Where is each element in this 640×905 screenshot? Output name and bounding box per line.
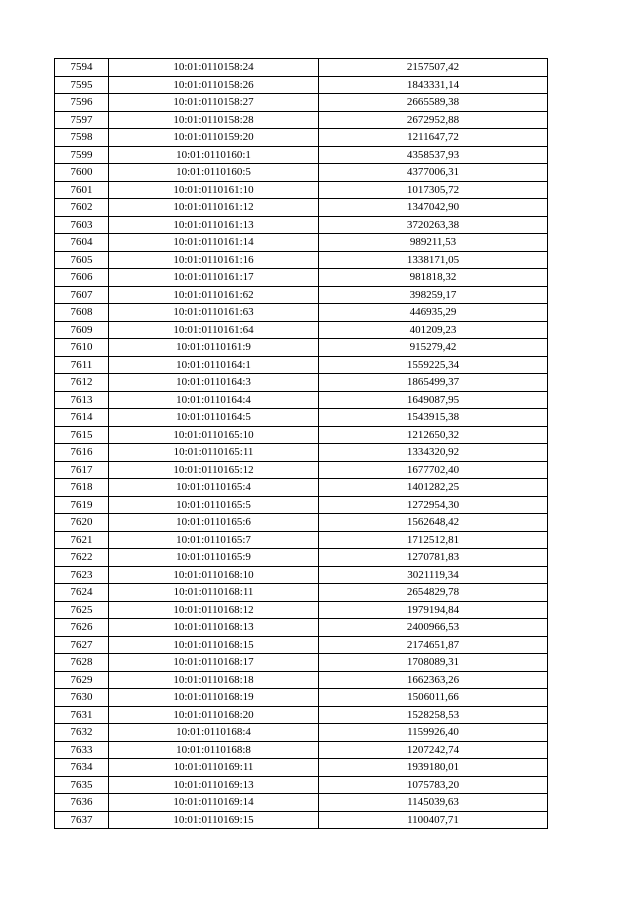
cadastral-value-cell: 1939180,01 <box>319 759 548 777</box>
cadastral-value-cell: 915279,42 <box>319 339 548 357</box>
row-number-cell: 7632 <box>55 724 109 742</box>
cadastral-value-cell: 1145039,63 <box>319 794 548 812</box>
cadastral-number-cell: 10:01:0110169:11 <box>109 759 319 777</box>
cadastral-number-cell: 10:01:0110164:4 <box>109 391 319 409</box>
table-row <box>55 444 548 462</box>
row-number-cell: 7619 <box>55 496 109 514</box>
table-row <box>55 461 548 479</box>
cadastral-value-table <box>54 58 548 829</box>
cadastral-value-cell: 3021119,34 <box>319 566 548 584</box>
table-row <box>55 234 548 252</box>
row-number-cell: 7634 <box>55 759 109 777</box>
cadastral-number-cell: 10:01:0110165:9 <box>109 549 319 567</box>
cadastral-value-cell: 3720263,38 <box>319 216 548 234</box>
table-row <box>55 479 548 497</box>
row-number-cell: 7629 <box>55 671 109 689</box>
cadastral-value-cell: 2665589,38 <box>319 94 548 112</box>
cadastral-number-cell: 10:01:0110161:63 <box>109 304 319 322</box>
row-number-cell: 7602 <box>55 199 109 217</box>
cadastral-number-cell: 10:01:0110164:5 <box>109 409 319 427</box>
cadastral-value-cell: 446935,29 <box>319 304 548 322</box>
row-number-cell: 7597 <box>55 111 109 129</box>
cadastral-number-cell: 10:01:0110161:13 <box>109 216 319 234</box>
table-row <box>55 759 548 777</box>
cadastral-number-cell: 10:01:0110159:20 <box>109 129 319 147</box>
table-row <box>55 164 548 182</box>
cadastral-number-cell: 10:01:0110160:5 <box>109 164 319 182</box>
table-row <box>55 286 548 304</box>
table-row <box>55 654 548 672</box>
cadastral-number-cell: 10:01:0110169:15 <box>109 811 319 829</box>
row-number-cell: 7633 <box>55 741 109 759</box>
cadastral-value-cell: 1543915,38 <box>319 409 548 427</box>
cadastral-number-cell: 10:01:0110169:14 <box>109 794 319 812</box>
table-row <box>55 199 548 217</box>
row-number-cell: 7608 <box>55 304 109 322</box>
cadastral-number-cell: 10:01:0110158:26 <box>109 76 319 94</box>
table-row <box>55 636 548 654</box>
cadastral-value-cell: 1677702,40 <box>319 461 548 479</box>
row-number-cell: 7601 <box>55 181 109 199</box>
row-number-cell: 7635 <box>55 776 109 794</box>
cadastral-value-cell: 1712512,81 <box>319 531 548 549</box>
table-row <box>55 94 548 112</box>
cadastral-value-cell: 1562648,42 <box>319 514 548 532</box>
table-row <box>55 409 548 427</box>
cadastral-value-cell: 1334320,92 <box>319 444 548 462</box>
cadastral-number-cell: 10:01:0110165:4 <box>109 479 319 497</box>
cadastral-number-cell: 10:01:0110168:17 <box>109 654 319 672</box>
table-row <box>55 304 548 322</box>
cadastral-value-cell: 1100407,71 <box>319 811 548 829</box>
cadastral-value-cell: 1528258,53 <box>319 706 548 724</box>
row-number-cell: 7607 <box>55 286 109 304</box>
table-row <box>55 514 548 532</box>
cadastral-number-cell: 10:01:0110161:64 <box>109 321 319 339</box>
row-number-cell: 7611 <box>55 356 109 374</box>
cadastral-value-cell: 2654829,78 <box>319 584 548 602</box>
table-row <box>55 741 548 759</box>
cadastral-value-cell: 4358537,93 <box>319 146 548 164</box>
row-number-cell: 7617 <box>55 461 109 479</box>
cadastral-number-cell: 10:01:0110168:13 <box>109 619 319 637</box>
table-row <box>55 426 548 444</box>
table-body <box>55 59 548 829</box>
cadastral-number-cell: 10:01:0110161:14 <box>109 234 319 252</box>
cadastral-number-cell: 10:01:0110165:6 <box>109 514 319 532</box>
table-row <box>55 531 548 549</box>
cadastral-number-cell: 10:01:0110165:11 <box>109 444 319 462</box>
cadastral-value-cell: 1272954,30 <box>319 496 548 514</box>
cadastral-value-cell: 1017305,72 <box>319 181 548 199</box>
cadastral-value-cell: 1075783,20 <box>319 776 548 794</box>
cadastral-number-cell: 10:01:0110165:7 <box>109 531 319 549</box>
table-row <box>55 706 548 724</box>
cadastral-value-cell: 1338171,05 <box>319 251 548 269</box>
cadastral-number-cell: 10:01:0110161:9 <box>109 339 319 357</box>
row-number-cell: 7612 <box>55 374 109 392</box>
row-number-cell: 7610 <box>55 339 109 357</box>
row-number-cell: 7603 <box>55 216 109 234</box>
cadastral-number-cell: 10:01:0110164:1 <box>109 356 319 374</box>
table-row <box>55 584 548 602</box>
row-number-cell: 7624 <box>55 584 109 602</box>
cadastral-number-cell: 10:01:0110168:12 <box>109 601 319 619</box>
table-row <box>55 549 548 567</box>
cadastral-number-cell: 10:01:0110158:27 <box>109 94 319 112</box>
row-number-cell: 7598 <box>55 129 109 147</box>
table-row <box>55 601 548 619</box>
cadastral-number-cell: 10:01:0110168:15 <box>109 636 319 654</box>
cadastral-value-cell: 2157507,42 <box>319 59 548 77</box>
table-row <box>55 269 548 287</box>
cadastral-value-cell: 1401282,25 <box>319 479 548 497</box>
table-row <box>55 59 548 77</box>
row-number-cell: 7605 <box>55 251 109 269</box>
cadastral-number-cell: 10:01:0110168:18 <box>109 671 319 689</box>
row-number-cell: 7604 <box>55 234 109 252</box>
row-number-cell: 7595 <box>55 76 109 94</box>
table-row <box>55 689 548 707</box>
row-number-cell: 7600 <box>55 164 109 182</box>
cadastral-value-cell: 4377006,31 <box>319 164 548 182</box>
cadastral-value-cell: 1211647,72 <box>319 129 548 147</box>
cadastral-value-cell: 1207242,74 <box>319 741 548 759</box>
row-number-cell: 7609 <box>55 321 109 339</box>
table-row <box>55 339 548 357</box>
cadastral-value-cell: 398259,17 <box>319 286 548 304</box>
cadastral-number-cell: 10:01:0110158:24 <box>109 59 319 77</box>
row-number-cell: 7620 <box>55 514 109 532</box>
cadastral-value-cell: 1270781,83 <box>319 549 548 567</box>
table-row <box>55 356 548 374</box>
cadastral-number-cell: 10:01:0110161:62 <box>109 286 319 304</box>
cadastral-number-cell: 10:01:0110165:10 <box>109 426 319 444</box>
cadastral-value-cell: 401209,23 <box>319 321 548 339</box>
table-row <box>55 216 548 234</box>
row-number-cell: 7622 <box>55 549 109 567</box>
cadastral-number-cell: 10:01:0110168:8 <box>109 741 319 759</box>
cadastral-value-cell: 1159926,40 <box>319 724 548 742</box>
table-row <box>55 111 548 129</box>
cadastral-value-cell: 981818,32 <box>319 269 548 287</box>
cadastral-number-cell: 10:01:0110160:1 <box>109 146 319 164</box>
row-number-cell: 7627 <box>55 636 109 654</box>
cadastral-value-cell: 1865499,37 <box>319 374 548 392</box>
table-row <box>55 251 548 269</box>
table-row <box>55 811 548 829</box>
table-row <box>55 776 548 794</box>
table-row <box>55 321 548 339</box>
table-row <box>55 671 548 689</box>
table-row <box>55 619 548 637</box>
cadastral-number-cell: 10:01:0110168:10 <box>109 566 319 584</box>
table-row <box>55 76 548 94</box>
row-number-cell: 7626 <box>55 619 109 637</box>
cadastral-value-cell: 1506011,66 <box>319 689 548 707</box>
row-number-cell: 7615 <box>55 426 109 444</box>
row-number-cell: 7625 <box>55 601 109 619</box>
cadastral-value-cell: 989211,53 <box>319 234 548 252</box>
cadastral-number-cell: 10:01:0110168:19 <box>109 689 319 707</box>
cadastral-value-cell: 1212650,32 <box>319 426 548 444</box>
table-row <box>55 794 548 812</box>
table-row <box>55 146 548 164</box>
table-row <box>55 129 548 147</box>
cadastral-number-cell: 10:01:0110158:28 <box>109 111 319 129</box>
cadastral-value-cell: 1979194,84 <box>319 601 548 619</box>
cadastral-value-cell: 2174651,87 <box>319 636 548 654</box>
cadastral-value-cell: 2400966,53 <box>319 619 548 637</box>
row-number-cell: 7631 <box>55 706 109 724</box>
cadastral-value-cell: 1708089,31 <box>319 654 548 672</box>
row-number-cell: 7594 <box>55 59 109 77</box>
row-number-cell: 7618 <box>55 479 109 497</box>
cadastral-value-cell: 1649087,95 <box>319 391 548 409</box>
cadastral-number-cell: 10:01:0110164:3 <box>109 374 319 392</box>
table-row <box>55 724 548 742</box>
row-number-cell: 7613 <box>55 391 109 409</box>
row-number-cell: 7623 <box>55 566 109 584</box>
cadastral-number-cell: 10:01:0110161:16 <box>109 251 319 269</box>
cadastral-number-cell: 10:01:0110168:20 <box>109 706 319 724</box>
cadastral-number-cell: 10:01:0110161:10 <box>109 181 319 199</box>
cadastral-number-cell: 10:01:0110168:11 <box>109 584 319 602</box>
cadastral-number-cell: 10:01:0110161:17 <box>109 269 319 287</box>
cadastral-number-cell: 10:01:0110165:5 <box>109 496 319 514</box>
table-row <box>55 391 548 409</box>
row-number-cell: 7599 <box>55 146 109 164</box>
row-number-cell: 7616 <box>55 444 109 462</box>
row-number-cell: 7621 <box>55 531 109 549</box>
table-row <box>55 374 548 392</box>
table-row <box>55 181 548 199</box>
cadastral-value-cell: 1843331,14 <box>319 76 548 94</box>
cadastral-number-cell: 10:01:0110165:12 <box>109 461 319 479</box>
row-number-cell: 7606 <box>55 269 109 287</box>
cadastral-value-cell: 1559225,34 <box>319 356 548 374</box>
cadastral-value-cell: 1662363,26 <box>319 671 548 689</box>
cadastral-value-cell: 2672952,88 <box>319 111 548 129</box>
row-number-cell: 7614 <box>55 409 109 427</box>
cadastral-number-cell: 10:01:0110169:13 <box>109 776 319 794</box>
cadastral-number-cell: 10:01:0110161:12 <box>109 199 319 217</box>
row-number-cell: 7630 <box>55 689 109 707</box>
cadastral-value-cell: 1347042,90 <box>319 199 548 217</box>
row-number-cell: 7628 <box>55 654 109 672</box>
cadastral-number-cell: 10:01:0110168:4 <box>109 724 319 742</box>
row-number-cell: 7596 <box>55 94 109 112</box>
row-number-cell: 7636 <box>55 794 109 812</box>
row-number-cell: 7637 <box>55 811 109 829</box>
table-row <box>55 566 548 584</box>
table-row <box>55 496 548 514</box>
